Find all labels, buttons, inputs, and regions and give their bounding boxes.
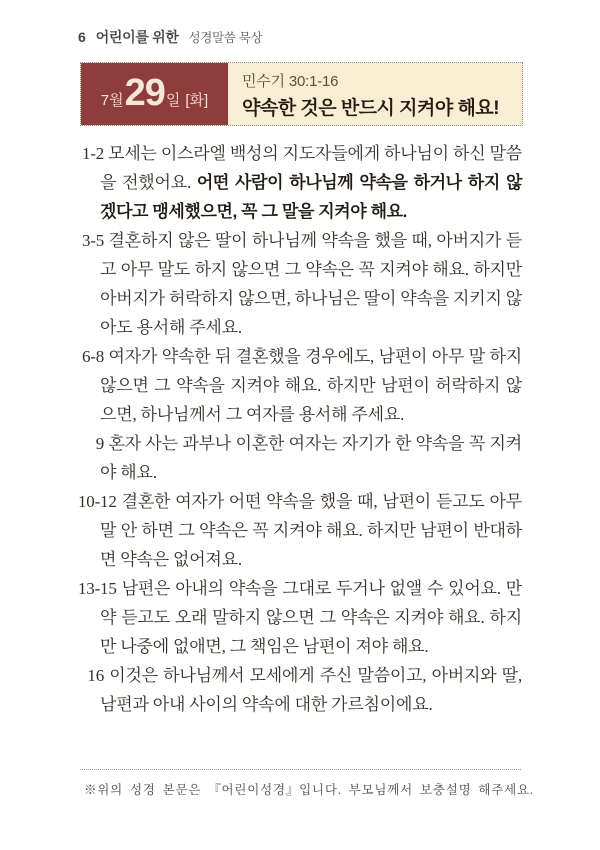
verse-text: 결혼한 여자가 어떤 약속을 했을 때, 남편이 듣고도 아무 말 안 하면 그 약속은 꼭 지켜야 해요. 하지만 남편이 반대하면 약속은 없어져요. <box>100 492 522 569</box>
verse-number: 9 <box>95 434 104 453</box>
footnote-text: ※위의 성경 본문은 『어린이성경』입니다. 부모님께서 보충설명 해주세요. <box>84 783 534 797</box>
page-footer <box>80 769 534 798</box>
date-month: 7월 <box>100 92 124 109</box>
verse-number: 6-8 <box>81 347 104 366</box>
verse-number: 1-2 <box>81 144 104 163</box>
date-weekday: [화] <box>185 92 209 109</box>
verse-section <box>78 574 522 661</box>
verse-text-emphasis: 어떤 사람이 하나님께 약속을 하거나 하지 않겠다고 맹세했으면, 꼭 그 말을 지켜야 해요. <box>100 173 522 221</box>
verse-number: 13-15 <box>78 579 117 598</box>
verse-number: 10-12 <box>78 492 117 511</box>
verse-text: 혼자 사는 과부나 이혼한 여자는 자기가 한 약속을 꼭 지켜야 해요. <box>100 434 522 482</box>
verse-text: 이것은 하나님께서 모세에게 주신 말씀이고, 아버지와 딸, 남편과 아내 사이의 약속에 대한 가르침이에요. <box>100 666 522 714</box>
lesson-header-box <box>80 62 523 126</box>
verse-section <box>78 487 522 574</box>
date-day: 29 <box>124 72 165 114</box>
verse-text: 모세는 이스라엘 백성의 지도자들에게 하나님이 하신 말씀을 전했어요. <box>100 144 522 192</box>
verse-section <box>78 226 522 342</box>
verse-section <box>78 139 522 226</box>
lesson-title: 약속한 것은 반드시 지켜야 해요! <box>242 98 500 119</box>
book-title: 어린이를 위한 <box>95 29 179 45</box>
verse-section <box>78 342 522 429</box>
verse-text: 여자가 약속한 뒤 결혼했을 경우에도, 남편이 아무 말 하지 않으면 그 약속을 지켜야 해요. 하지만 남편이 허락하지 않으면, 하나님께서 그 여자를 용서해 주세요. <box>100 347 522 424</box>
verse-text: 결혼하지 않은 딸이 하나님께 약속을 했을 때, 아버지가 듣고 아무 말도 하지 않으면 그 약속은 꼭 지켜야 해요. 하지만 아버지가 허락하지 않으면, 하나님은 딸이 약속을 지키지 않아도 용서해 주세요. <box>100 231 522 337</box>
verse-section <box>78 661 522 719</box>
date-box <box>81 63 228 125</box>
running-header <box>78 27 262 47</box>
verse-number: 16 <box>87 666 104 685</box>
lesson-title-area <box>228 63 499 125</box>
page-number: 6 <box>78 29 86 45</box>
verse-number: 3-5 <box>81 231 104 250</box>
scripture-reference: 민수기 30:1-16 <box>242 73 339 90</box>
verse-text: 남편은 아내의 약속을 그대로 두거나 없앨 수 있어요. 만약 듣고도 오래 말하지 않으면 그 약속은 지켜야 해요. 하지만 나중에 없애면, 그 책임은 남편이 져야 해요. <box>100 579 522 656</box>
footer-divider <box>80 769 521 770</box>
verse-section <box>78 429 522 487</box>
book-subtitle: 성경말씀 묵상 <box>188 31 263 45</box>
date-day-suffix: 일 <box>165 92 181 109</box>
verse-sections <box>78 139 522 719</box>
